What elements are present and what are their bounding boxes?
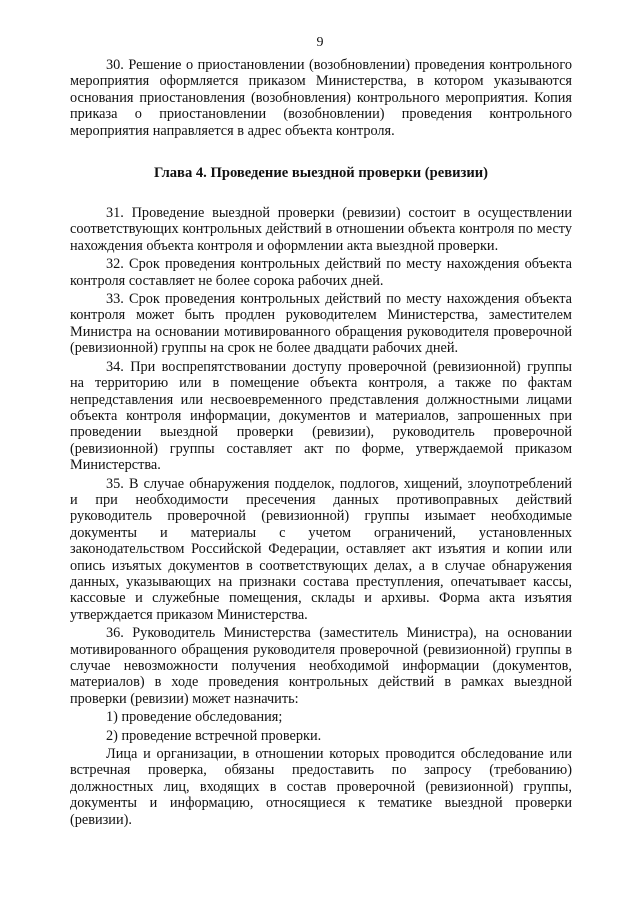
paragraph-30: 30. Решение о приостановлении (возобновлении) проведения контрольного мероприятия оформляется приказом Министерства, в котором указываются основания приостановления (возобновления) контрольного мероприятия. Копия приказа о приостановлении (возобновлении) проведения контрольного мероприятия направляется в адрес объекта контроля. — [70, 57, 572, 139]
paragraph-35: 35. В случае обнаружения подделок, подлогов, хищений, злоупотреблений и при необходимости пресечения данных противоправных действий руководитель проверочной (ревизионной) группы изымает необходимые документы и материалы с учетом ограничений, установленных законодательством Российской Федерации, оставляет акт изъятия и копии или опись изъятых документов в соответствующих делах, а в случае обнаружения данных, указывающих на признаки состава преступления, опечатывает кассы, кассовые и служебные помещения, склады и архивы. Форма акта изъятия утверждается приказом Министерства. — [70, 475, 572, 623]
paragraph-32: 32. Срок проведения контрольных действий по месту нахождения объекта контроля составляет не более сорока рабочих дней. — [70, 256, 572, 289]
list-item-counter-check: 2) проведение встречной проверки. — [106, 727, 322, 744]
chapter-heading: Глава 4. Проведение выездной проверки (ревизии) — [153, 165, 489, 182]
paragraph-31: 31. Проведение выездной проверки (ревизии) состоит в осуществлении соответствующих контрольных действий в отношении объекта контроля по месту нахождения объекта контроля и оформлении акта выездной проверки. — [70, 205, 572, 254]
paragraph-33: 33. Срок проведения контрольных действий по месту нахождения объекта контроля может быть продлен руководителем Министерства, заместителем Министра на основании мотивированного обращения руководителя проверочной (ревизионной) группы на срок не более двадцати рабочих дней. — [70, 291, 572, 357]
list-item-inspection: 1) проведение обследования; — [106, 709, 283, 726]
paragraph-34: 34. При воспрепятствовании доступу проверочной (ревизионной) группы на территорию или в помещение объекта контроля, а также по фактам непредставления или несвоевременного представления должностными лицами объекта контроля информации, документов и материалов, запрошенных при проведении выездной проверки (ревизии), руководитель проверочной (ревизионной) группы составляет акт по форме, утверждаемой приказом Министерства. — [70, 358, 572, 474]
document-body — [70, 57, 572, 828]
paragraph-36: 36. Руководитель Министерства (заместитель Министра), на основании мотивированного обращения руководителя проверочной (ревизионной) группы в случае невозможности получения необходимой информации (документов, материалов) в ходе проведения контрольных действий в рамках выездной проверки (ревизии) может назначить: — [70, 625, 572, 707]
page-number: 9 — [316, 35, 324, 50]
paragraph-obligations: Лица и организации, в отношении которых проводится обследование или встречная проверка, обязаны предоставить по запросу (требованию) должностных лиц, входящих в состав проверочной (ревизионной) группы, документы и информацию, относящиеся к тематике выездной проверки (ревизии). — [70, 746, 572, 828]
